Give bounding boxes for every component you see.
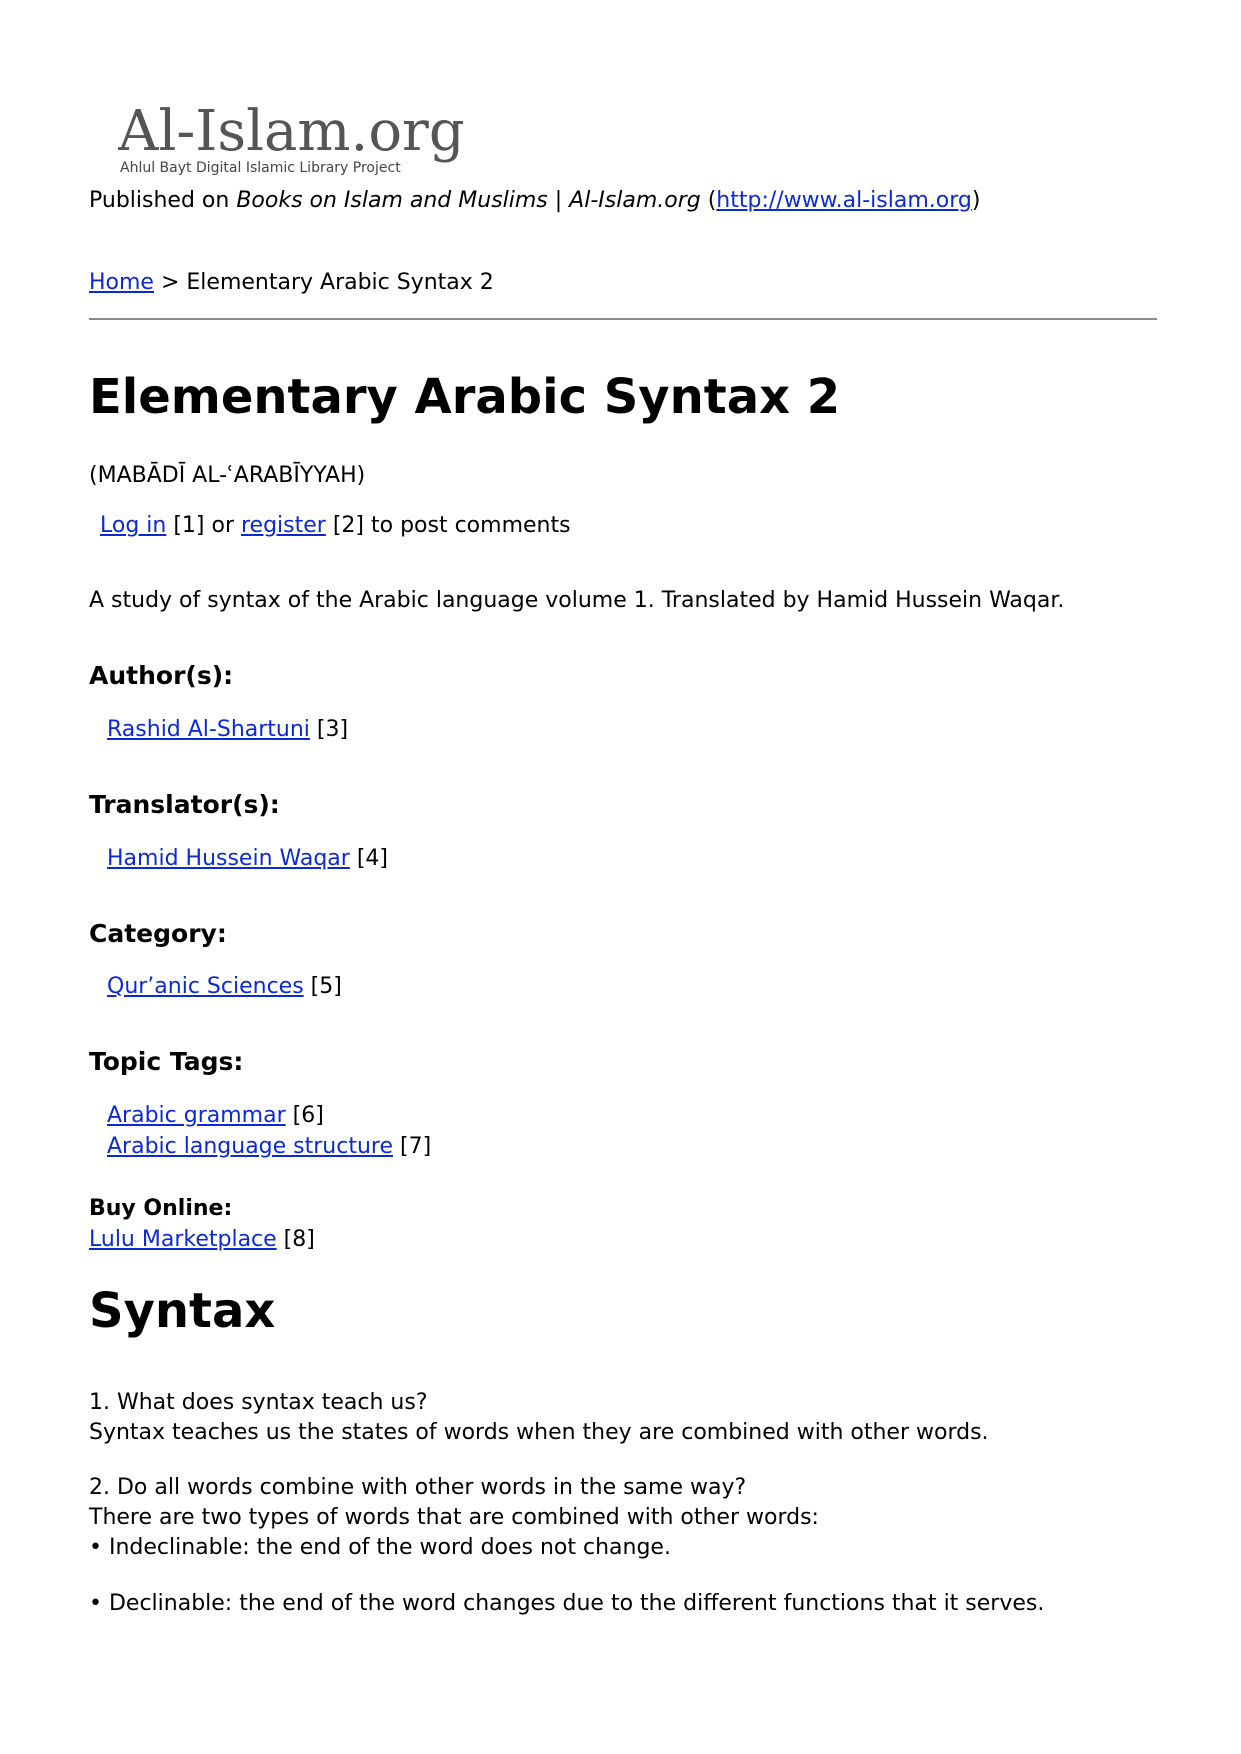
buy-online-label: Buy Online: — [89, 1196, 233, 1221]
published-open-paren: ( — [700, 188, 717, 213]
translator-link[interactable]: Hamid Hussein Waqar — [107, 846, 350, 871]
body-line: • Declinable: the end of the word changes due to the different functions that it serves. — [89, 1591, 1045, 1616]
category-ref: [5] — [303, 974, 342, 999]
page-title: Elementary Arabic Syntax 2 — [89, 369, 841, 425]
breadcrumb-current: Elementary Arabic Syntax 2 — [186, 270, 494, 295]
published-url-link[interactable]: http://www.al-islam.org — [716, 188, 972, 213]
book-summary: A study of syntax of the Arabic language volume 1. Translated by Hamid Hussein Waqar. — [89, 588, 1065, 613]
login-link[interactable]: Log in — [100, 513, 167, 538]
translator-ref: [4] — [349, 846, 388, 871]
topic-tag-link-arabic-language-structure[interactable]: Arabic language structure — [107, 1134, 393, 1159]
translators-label: Translator(s): — [89, 790, 280, 819]
body-line: Syntax teaches us the states of words when they are combined with other words. — [89, 1420, 989, 1445]
header-divider — [89, 318, 1157, 320]
body-line: 2. Do all words combine with other words in the same way? — [89, 1475, 747, 1500]
category-label: Category: — [89, 919, 227, 948]
site-logo[interactable] — [118, 92, 478, 180]
breadcrumb-home-link[interactable]: Home — [89, 270, 154, 295]
published-prefix: Published on — [89, 188, 237, 213]
section-heading: Syntax — [89, 1283, 276, 1339]
author-link[interactable]: Rashid Al-Shartuni — [107, 717, 310, 742]
category-item — [107, 972, 342, 1002]
book-subtitle: (MABĀDĪ AL-ʿARABĪYYAH) — [89, 463, 366, 488]
published-site-name: Books on Islam and Muslims | Al-Islam.org — [236, 188, 701, 213]
logo-graphic — [118, 92, 478, 180]
body-line: 1. What does syntax teach us? — [89, 1390, 428, 1415]
comment-links — [100, 511, 571, 541]
author-ref: [3] — [309, 717, 349, 742]
register-link[interactable]: register — [241, 513, 326, 538]
buy-online-link[interactable]: Lulu Marketplace — [89, 1227, 277, 1252]
login-ref: [1] or — [166, 513, 241, 538]
author-item — [107, 715, 348, 745]
logo-tagline: Ahlul Bayt Digital Islamic Library Project — [120, 160, 401, 176]
published-close-paren: ) — [971, 188, 981, 213]
topic-tags-label: Topic Tags: — [89, 1047, 244, 1076]
translator-item — [107, 844, 388, 874]
authors-label: Author(s): — [89, 661, 234, 690]
buy-online-item — [89, 1225, 315, 1255]
breadcrumb — [89, 268, 494, 298]
topic-tag-ref: [7] — [393, 1134, 432, 1159]
logo-wordmark: Al-Islam.org — [118, 99, 465, 164]
topic-tag-item — [107, 1101, 324, 1131]
published-line — [89, 186, 980, 216]
buy-online-ref: [8] — [276, 1227, 315, 1252]
register-ref: [2] to post comments — [325, 513, 571, 538]
body-line: • Indeclinable: the end of the word does not change. — [89, 1535, 671, 1560]
topic-tag-ref: [6] — [285, 1103, 324, 1128]
category-link[interactable]: Qur’anic Sciences — [107, 974, 304, 999]
body-line: There are two types of words that are combined with other words: — [89, 1505, 819, 1530]
breadcrumb-separator: > — [153, 270, 187, 295]
topic-tag-item — [107, 1132, 431, 1162]
topic-tag-link-arabic-grammar[interactable]: Arabic grammar — [107, 1103, 286, 1128]
